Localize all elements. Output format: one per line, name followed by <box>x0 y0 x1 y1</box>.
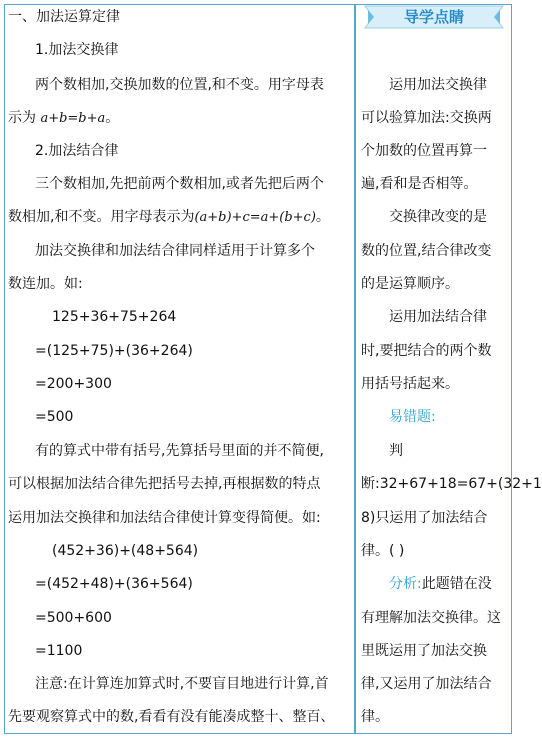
example-1-line: =500 <box>35 409 74 425</box>
guide-line: 可以验算加法:交换两 <box>361 110 492 126</box>
guide-banner <box>365 6 503 28</box>
both-laws-text-line-2: 数连加。如: <box>8 276 83 292</box>
analysis-line: 里既运用了加法交换 <box>361 643 487 659</box>
question-line: 判 <box>389 443 403 459</box>
guide-line: 运用加法交换律 <box>389 77 487 93</box>
associative-text-line-1: 三个数相加,先把前两个数相加,或者先把后两个 <box>35 176 324 192</box>
tip-text-line: 先要观察算式中的数,看看有没有能凑成整十、整百、 <box>8 709 335 725</box>
guide-line: 个加数的位置再算一 <box>361 143 487 159</box>
example-1-line: =(125+75)+(36+264) <box>35 343 193 359</box>
both-laws-text-line-1: 加法交换律和加法结合律同样适用于计算多个 <box>35 243 315 259</box>
associative-title: 2.加法结合律 <box>35 143 119 159</box>
section-heading: 一、加法运算定律 <box>8 9 120 25</box>
example-1-line: =200+300 <box>35 376 112 392</box>
commutative-text-line-2: 示为 a+b=b+a。 <box>8 110 120 126</box>
tip-text-line: 注意:在计算连加算式时,不要盲目地进行计算,首 <box>35 676 329 692</box>
analysis-line: 律。 <box>361 709 389 725</box>
guide-line: 交换律改变的是 <box>389 209 487 225</box>
question-line: 8)只运用了加法结合 <box>361 510 488 526</box>
guide-line: 的是运算顺序。 <box>361 276 459 292</box>
guide-line: 用括号括起来。 <box>361 376 459 392</box>
commutative-title: 1.加法交换律 <box>35 42 119 58</box>
example-2-line: =1100 <box>35 643 83 659</box>
note-text-line: 有的算式中带有括号,先算括号里面的并不简便, <box>35 443 324 459</box>
example-2-line: =(452+48)+(36+564) <box>35 576 193 592</box>
analysis-line: 律,又运用了加法结合 <box>361 676 492 692</box>
associative-formula: (a+b)+c=a+(b+c) <box>194 210 316 225</box>
guide-banner-title: 导学点睛 <box>403 8 464 26</box>
example-2-line: =500+600 <box>35 610 112 626</box>
error-prone-label: 易错题: <box>389 409 436 425</box>
analysis-label: 分析: <box>389 576 422 592</box>
example-1-line: 125+36+75+264 <box>52 309 177 325</box>
question-line: 断:32+67+18=67+(32+1 <box>361 476 542 492</box>
associative-text-line-2: 数相加,和不变。用字母表示为(a+b)+c=a+(b+c)。 <box>8 209 330 225</box>
commutative-text-line-1: 两个数相加,交换加数的位置,和不变。用字母表 <box>35 77 324 93</box>
example-2-line: (452+36)+(48+564) <box>52 543 199 559</box>
question-line: 律。( ) <box>361 543 405 559</box>
column-divider <box>354 4 356 734</box>
note-text-line: 可以根据加法结合律先把括号去掉,再根据数的特点 <box>8 476 321 492</box>
analysis-line: 分析:此题错在没 <box>389 576 492 592</box>
guide-line: 遍,看和是否相等。 <box>361 176 478 192</box>
guide-line: 时,要把结合的两个数 <box>361 343 492 359</box>
guide-line: 运用加法结合律 <box>389 309 487 325</box>
guide-line: 数的位置,结合律改变 <box>361 243 492 259</box>
commutative-formula: a+b=b+a <box>40 111 106 126</box>
note-text-line: 运用加法交换律和加法结合律使计算变得简便。如: <box>8 510 321 526</box>
analysis-line: 有理解加法交换律。这 <box>361 610 501 626</box>
